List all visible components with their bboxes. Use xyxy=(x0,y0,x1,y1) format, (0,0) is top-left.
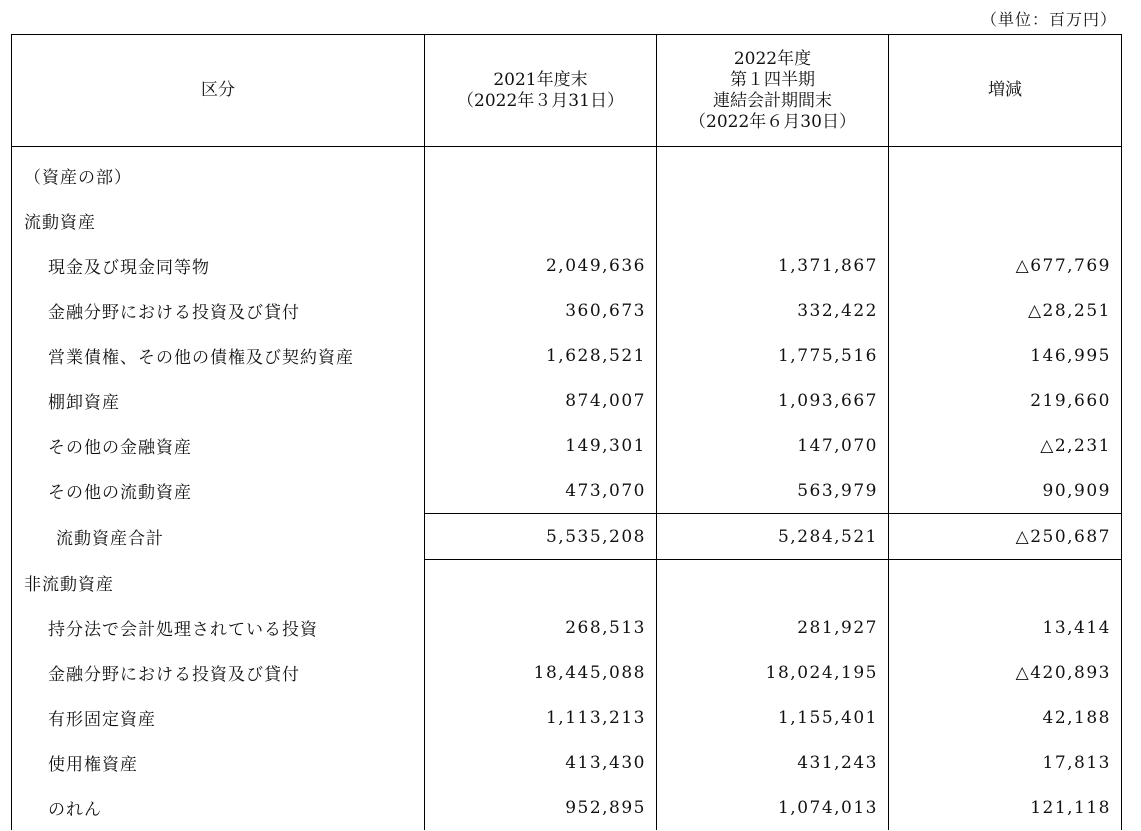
value-change: 13,414 xyxy=(889,605,1122,650)
row-label: のれん xyxy=(12,785,425,830)
value-fy2021 xyxy=(425,198,657,243)
row-label: 棚卸資産 xyxy=(12,378,425,423)
value-fy2022q1: 1,093,667 xyxy=(657,378,889,423)
table-row xyxy=(12,243,1122,288)
row-label: 現金及び現金同等物 xyxy=(12,243,425,288)
table-row xyxy=(12,785,1122,830)
value-fy2022q1: 1,155,401 xyxy=(657,695,889,740)
value-fy2021 xyxy=(425,147,657,199)
value-fy2021: 473,070 xyxy=(425,468,657,514)
value-change xyxy=(889,560,1122,606)
value-change: △250,687 xyxy=(889,514,1122,560)
table-row xyxy=(12,740,1122,785)
row-label: 流動資産 xyxy=(12,198,425,243)
value-fy2022q1 xyxy=(657,198,889,243)
row-label: 営業債権、その他の債権及び契約資産 xyxy=(12,333,425,378)
value-fy2022q1 xyxy=(657,147,889,199)
table-row xyxy=(12,333,1122,378)
value-fy2022q1: 18,024,195 xyxy=(657,650,889,695)
value-fy2021: 1,628,521 xyxy=(425,333,657,378)
value-fy2021: 413,430 xyxy=(425,740,657,785)
table-row xyxy=(12,560,1122,606)
value-fy2021 xyxy=(425,560,657,606)
value-change: △28,251 xyxy=(889,288,1122,333)
table-row xyxy=(12,468,1122,514)
row-label: （資産の部） xyxy=(12,147,425,199)
header-fy2022-q1-end: 2022年度 第１四半期 連結会計期間末 （2022年６月30日） xyxy=(657,35,889,147)
value-fy2022q1: 431,243 xyxy=(657,740,889,785)
table-row xyxy=(12,695,1122,740)
value-change: △420,893 xyxy=(889,650,1122,695)
header-row xyxy=(12,35,1122,147)
value-change xyxy=(889,147,1122,199)
value-fy2021: 268,513 xyxy=(425,605,657,650)
value-fy2021: 952,895 xyxy=(425,785,657,830)
value-fy2022q1: 563,979 xyxy=(657,468,889,514)
value-fy2022q1: 332,422 xyxy=(657,288,889,333)
row-label: その他の流動資産 xyxy=(12,468,425,514)
value-fy2021: 360,673 xyxy=(425,288,657,333)
value-fy2022q1: 1,775,516 xyxy=(657,333,889,378)
row-label: 金融分野における投資及び貸付 xyxy=(12,288,425,333)
row-label: 非流動資産 xyxy=(12,560,425,606)
subtotal-row xyxy=(12,514,1122,560)
value-change: 121,118 xyxy=(889,785,1122,830)
table-row xyxy=(12,378,1122,423)
value-change: 90,909 xyxy=(889,468,1122,514)
value-change: 219,660 xyxy=(889,378,1122,423)
row-label: 使用権資産 xyxy=(12,740,425,785)
table-row xyxy=(12,147,1122,199)
value-fy2022q1 xyxy=(657,560,889,606)
table-row xyxy=(12,605,1122,650)
value-fy2021: 874,007 xyxy=(425,378,657,423)
unit-label: （単位：百万円） xyxy=(980,10,1117,29)
table-row xyxy=(12,423,1122,468)
value-change: △2,231 xyxy=(889,423,1122,468)
header-fy2021-end: 2021年度末 （2022年３月31日） xyxy=(425,35,657,147)
table-row xyxy=(12,198,1122,243)
value-fy2021: 2,049,636 xyxy=(425,243,657,288)
value-fy2022q1: 281,927 xyxy=(657,605,889,650)
value-change: △677,769 xyxy=(889,243,1122,288)
row-label: 金融分野における投資及び貸付 xyxy=(12,650,425,695)
value-change: 146,995 xyxy=(889,333,1122,378)
value-fy2022q1: 5,284,521 xyxy=(657,514,889,560)
table-row xyxy=(12,288,1122,333)
value-fy2022q1: 147,070 xyxy=(657,423,889,468)
row-label: その他の金融資産 xyxy=(12,423,425,468)
row-label: 流動資産合計 xyxy=(12,514,425,560)
balance-sheet-table xyxy=(11,34,1122,830)
row-label: 持分法で会計処理されている投資 xyxy=(12,605,425,650)
table-row xyxy=(12,650,1122,695)
value-fy2022q1: 1,074,013 xyxy=(657,785,889,830)
row-label: 有形固定資産 xyxy=(12,695,425,740)
header-change: 増減 xyxy=(889,35,1122,147)
value-change: 17,813 xyxy=(889,740,1122,785)
value-fy2022q1: 1,371,867 xyxy=(657,243,889,288)
value-fy2021: 1,113,213 xyxy=(425,695,657,740)
value-change: 42,188 xyxy=(889,695,1122,740)
value-fy2021: 18,445,088 xyxy=(425,650,657,695)
header-category: 区分 xyxy=(12,35,425,147)
value-change xyxy=(889,198,1122,243)
value-fy2021: 149,301 xyxy=(425,423,657,468)
value-fy2021: 5,535,208 xyxy=(425,514,657,560)
